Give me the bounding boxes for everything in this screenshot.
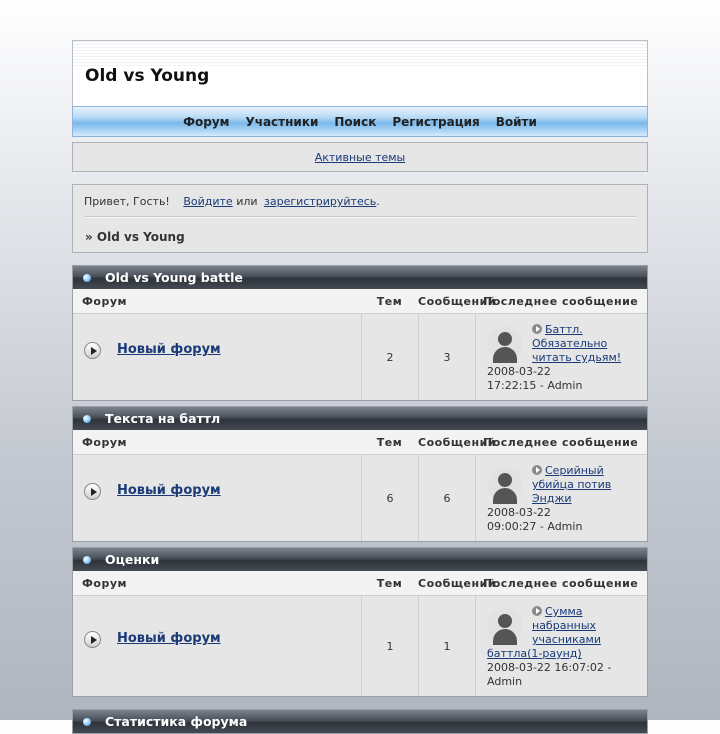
posts-count: 6	[419, 455, 476, 541]
site-title: Old vs Young	[85, 66, 210, 86]
last-post-date: 2008-03-22	[487, 365, 551, 378]
or-text: или	[236, 195, 258, 208]
column-headers	[73, 289, 647, 314]
greeting-text: Привет, Гость!	[84, 195, 170, 208]
forum-link[interactable]: Новый форум	[117, 483, 221, 498]
forum-status-icon	[84, 342, 101, 359]
col-topics: Тем	[376, 577, 403, 590]
last-post-date: 2008-03-22	[487, 506, 551, 519]
nav-register[interactable]: Регистрация	[392, 114, 480, 129]
period-text: .	[376, 195, 380, 208]
stats-block	[72, 709, 648, 734]
category-header	[73, 266, 647, 289]
last-post-time: 09:00:27 - Admin	[487, 520, 583, 533]
col-forum: Форум	[82, 577, 128, 590]
nav-search[interactable]: Поиск	[334, 114, 377, 129]
bullet-icon	[83, 274, 91, 282]
last-post-cell	[476, 314, 647, 400]
forum-cell	[73, 455, 362, 541]
last-post-date: 2008-03-22 16:07:02 -	[487, 661, 612, 674]
col-last-post: Последнее сообщение	[483, 295, 639, 308]
nav-login[interactable]: Войти	[495, 114, 537, 129]
category-header	[73, 407, 647, 430]
forum-status-icon	[84, 483, 101, 500]
topics-count: 1	[362, 596, 419, 696]
category-block	[72, 265, 648, 401]
column-headers	[73, 430, 647, 455]
last-post-time: 17:22:15 - Admin	[487, 379, 583, 392]
login-link[interactable]: Войдите	[183, 195, 233, 208]
column-headers	[73, 571, 647, 596]
col-topics: Тем	[376, 436, 403, 449]
last-post-cell	[476, 455, 647, 541]
category-title: Текста на баттл	[105, 411, 221, 426]
bullet-icon	[83, 415, 91, 423]
posts-count: 1	[419, 596, 476, 696]
last-post-link[interactable]: Баттл. Обязательно читать судьям!	[532, 323, 622, 364]
nav-forum[interactable]: Форум	[183, 114, 230, 129]
col-posts: Сообщений	[418, 577, 497, 590]
active-topics-bar	[72, 142, 648, 172]
divider	[84, 216, 637, 218]
register-link[interactable]: зарегистрируйтесь	[264, 195, 377, 208]
forum-row	[73, 596, 647, 696]
stats-header	[73, 710, 647, 733]
category-block	[72, 406, 648, 542]
last-post-link[interactable]: Сумма набранных учасниками баттла(1-раунд)	[487, 605, 601, 660]
breadcrumb: » Old vs Young	[85, 230, 185, 244]
nav-members[interactable]: Участники	[245, 114, 319, 129]
last-post-link[interactable]: Серийный убийца потив Энджи	[532, 464, 612, 505]
welcome-box	[72, 184, 648, 253]
forum-link[interactable]: Новый форум	[117, 342, 221, 357]
bullet-icon	[83, 718, 91, 726]
bullet-icon	[83, 556, 91, 564]
site-header	[72, 40, 648, 106]
col-last-post: Последнее сообщение	[483, 577, 639, 590]
forum-link[interactable]: Новый форум	[117, 631, 221, 646]
topics-count: 2	[362, 314, 419, 400]
col-topics: Тем	[376, 295, 403, 308]
category-title: Old vs Young battle	[105, 270, 243, 285]
main-nav	[72, 106, 648, 137]
page-wrapper	[72, 40, 648, 734]
forum-cell	[73, 314, 362, 400]
col-posts: Сообщений	[418, 295, 497, 308]
avatar-icon	[487, 326, 523, 362]
go-arrow-icon[interactable]	[532, 324, 542, 334]
topics-count: 6	[362, 455, 419, 541]
forum-row	[73, 314, 647, 400]
category-block	[72, 547, 648, 697]
forum-cell	[73, 596, 362, 696]
last-post-cell	[476, 596, 647, 696]
col-last-post: Последнее сообщение	[483, 436, 639, 449]
stats-title: Статистика форума	[105, 714, 248, 729]
go-arrow-icon[interactable]	[532, 465, 542, 475]
col-forum: Форум	[82, 436, 128, 449]
category-title: Оценки	[105, 552, 160, 567]
col-posts: Сообщений	[418, 436, 497, 449]
avatar-icon	[487, 608, 523, 644]
col-forum: Форум	[82, 295, 128, 308]
forum-row	[73, 455, 647, 541]
last-post-time: Admin	[487, 675, 523, 688]
welcome-line	[84, 195, 383, 208]
active-topics-link[interactable]: Активные темы	[314, 150, 406, 164]
category-header	[73, 548, 647, 571]
posts-count: 3	[419, 314, 476, 400]
forum-status-icon	[84, 631, 101, 648]
avatar-icon	[487, 467, 523, 503]
go-arrow-icon[interactable]	[532, 606, 542, 616]
